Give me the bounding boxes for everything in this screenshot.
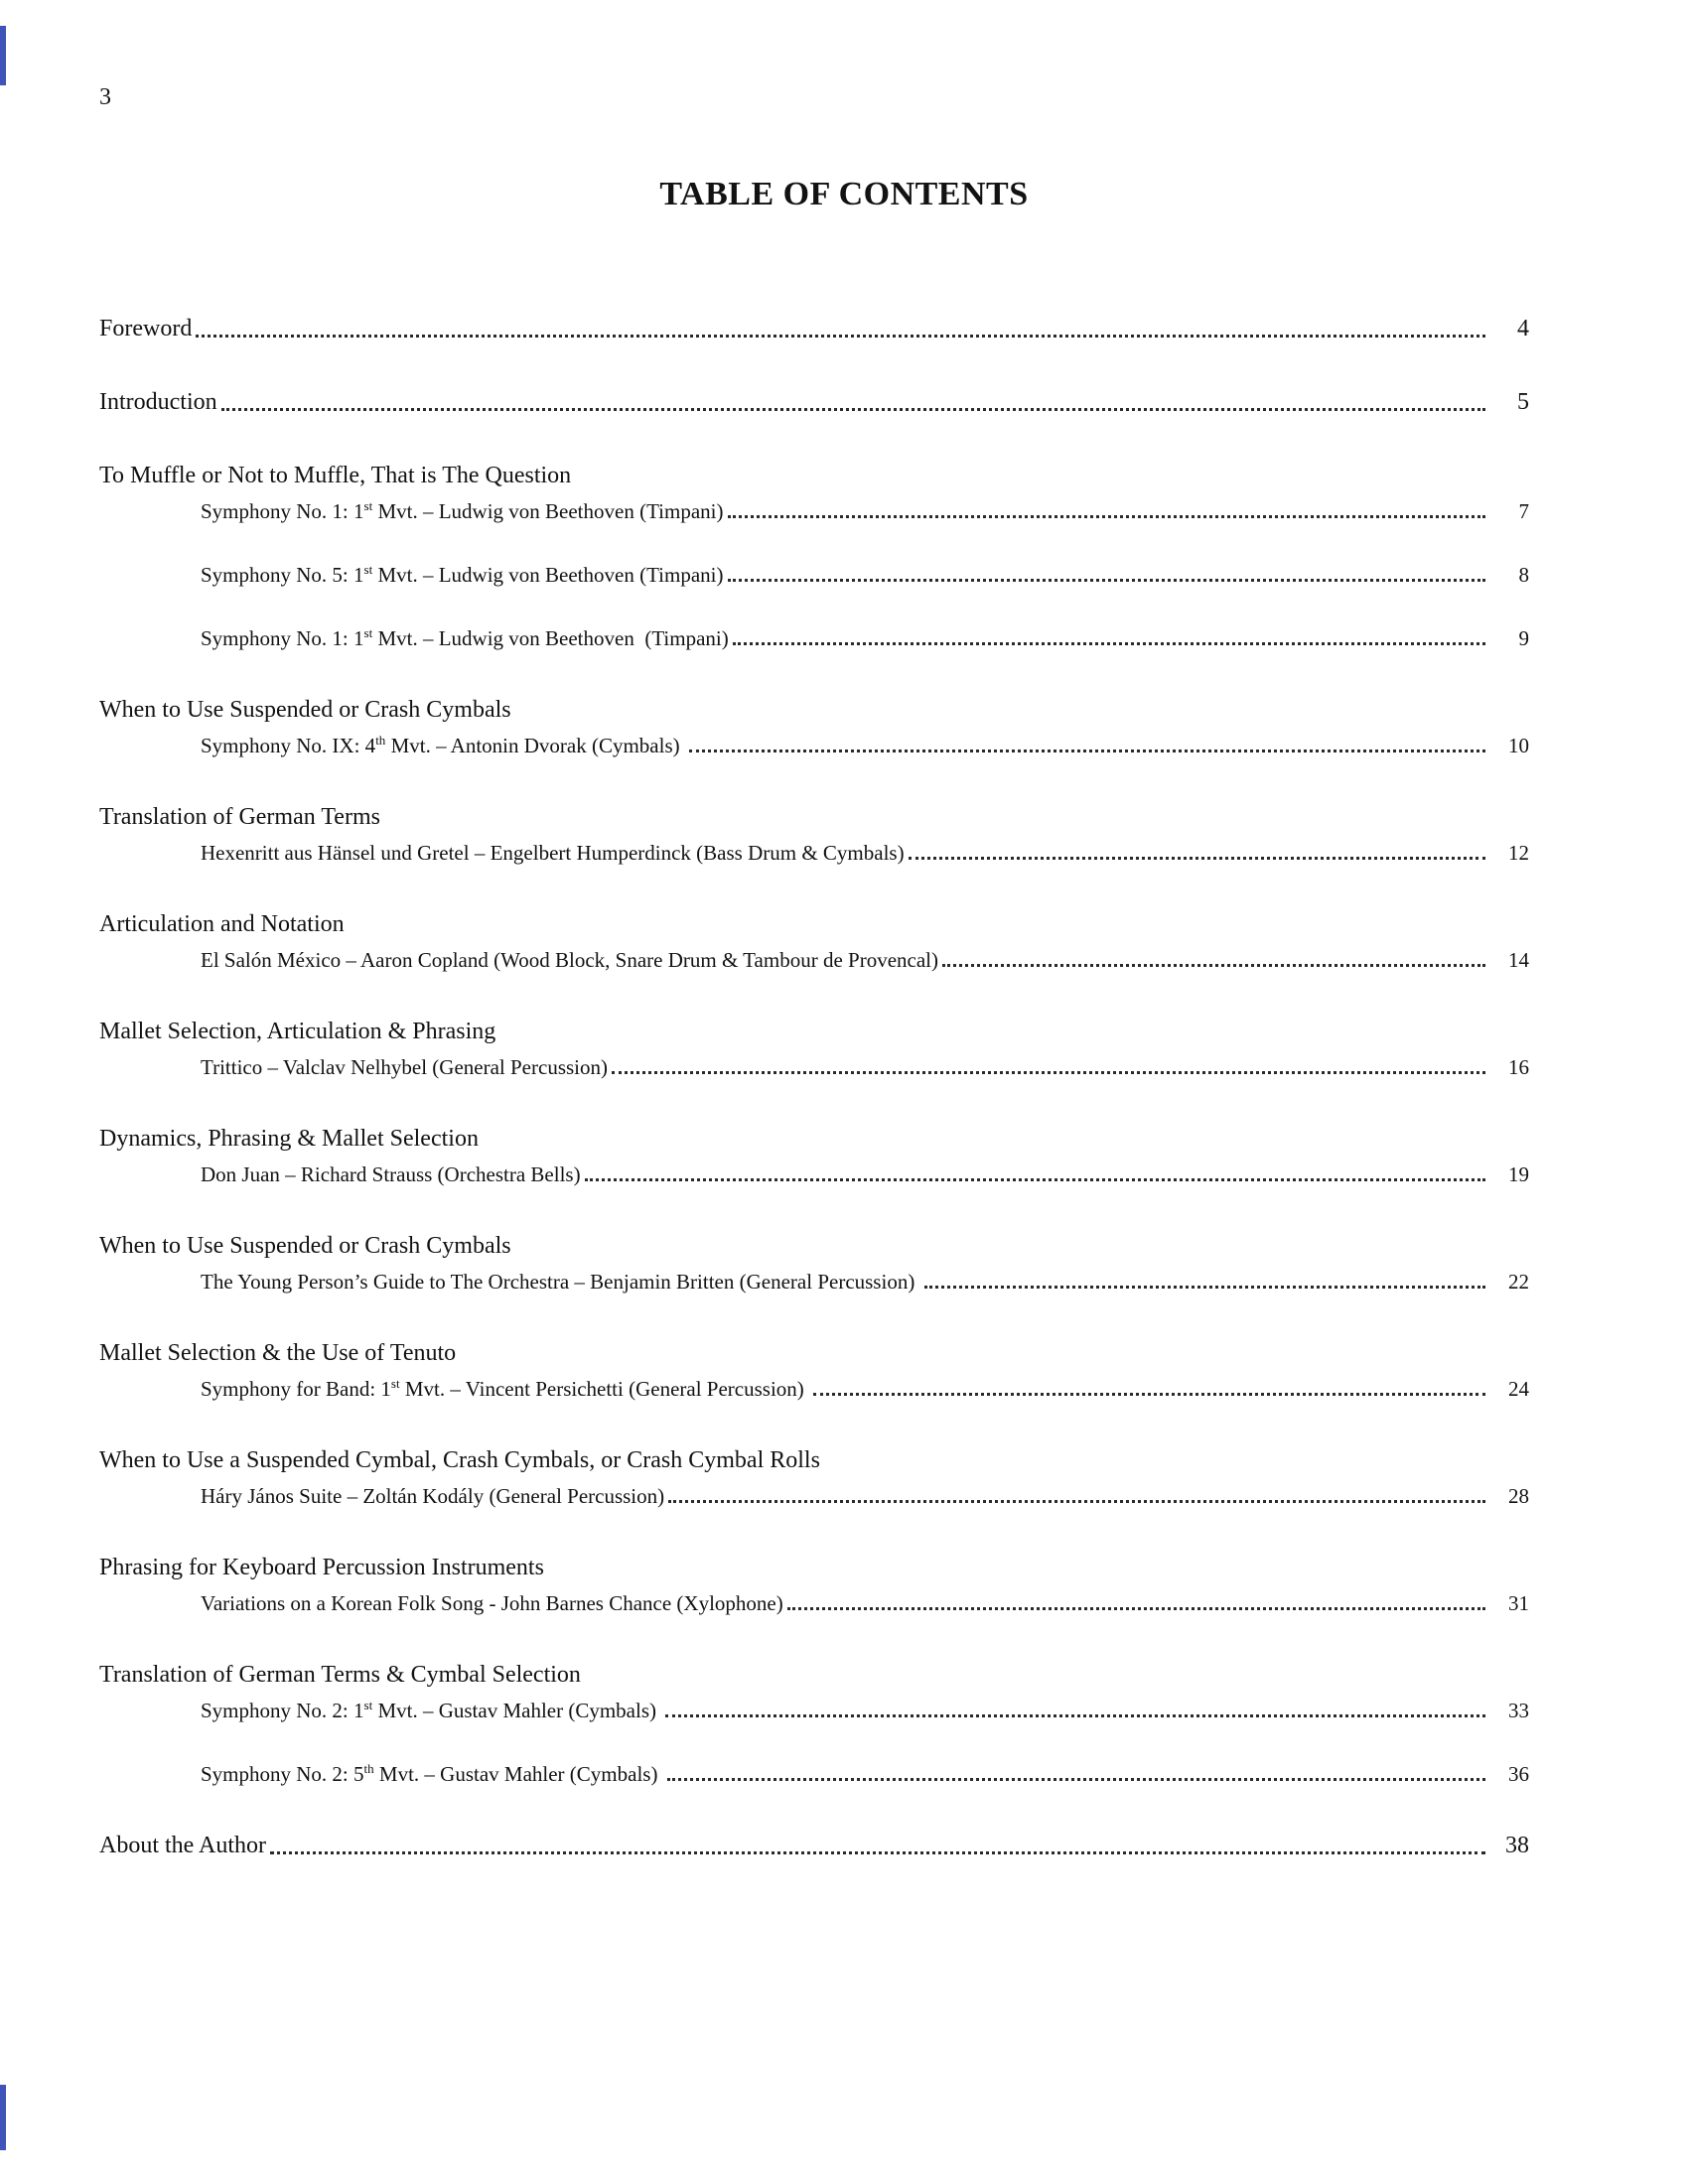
toc-section-heading bbox=[99, 802, 1529, 832]
entry-label bbox=[99, 1017, 495, 1046]
text-segment: Mallet Selection, Articulation & Phrasing bbox=[99, 1019, 496, 1044]
text-segment: To Muffle or Not to Muffle, That is The Question bbox=[99, 463, 572, 488]
entry-page-number: 9 bbox=[1518, 626, 1529, 650]
text-segment: Symphony No. 1: 1 bbox=[201, 626, 364, 650]
text-segment: Variations on a Korean Folk Song - John Barnes Chance (Xylophone) bbox=[201, 1591, 783, 1615]
toc-entry bbox=[99, 1831, 1529, 1860]
text-segment: Translation of German Terms bbox=[99, 804, 380, 830]
entry-label bbox=[99, 695, 511, 725]
dot-leader bbox=[612, 1071, 1485, 1074]
text-segment: Hexenritt aus Hänsel und Gretel – Engelbert Humperdinck (Bass Drum & Cymbals) bbox=[201, 841, 905, 865]
text-segment: Symphony No. 2: 1 bbox=[201, 1699, 364, 1722]
page-number-corner: 3 bbox=[99, 84, 111, 110]
entry-page-number: 16 bbox=[1508, 1055, 1529, 1079]
text-segment: Mvt. – Ludwig von Beethoven (Timpani) bbox=[372, 499, 724, 523]
text-segment: Mvt. – Ludwig von Beethoven (Timpani) bbox=[372, 563, 724, 587]
toc-subentry bbox=[99, 1376, 1529, 1402]
entry-page-number: 12 bbox=[1508, 841, 1529, 865]
entry-label bbox=[99, 314, 192, 343]
entry-page-number: 4 bbox=[1517, 316, 1529, 341]
text-segment: The Young Person’s Guide to The Orchestra – Benjamin Britten (General Percussion) bbox=[201, 1270, 920, 1294]
entry-label bbox=[201, 498, 724, 524]
dot-leader bbox=[667, 1778, 1485, 1781]
toc-section-heading bbox=[99, 461, 1529, 490]
entry-page-number: 8 bbox=[1518, 563, 1529, 587]
text-segment: Mvt. – Vincent Persichetti (General Percussion) bbox=[399, 1377, 810, 1401]
entry-label bbox=[201, 1376, 809, 1402]
entry-label bbox=[201, 1054, 608, 1080]
entry-page-number: 7 bbox=[1518, 499, 1529, 523]
toc-section-heading bbox=[99, 909, 1529, 939]
entry-label bbox=[201, 1269, 920, 1295]
entry-label bbox=[99, 1338, 456, 1368]
toc-subentry bbox=[99, 947, 1529, 973]
text-segment: Mallet Selection & the Use of Tenuto bbox=[99, 1340, 457, 1366]
entry-label bbox=[99, 909, 345, 939]
text-segment: When to Use a Suspended Cymbal, Crash Cymbals, or Crash Cymbal Rolls bbox=[99, 1447, 820, 1473]
text-segment: Symphony No. IX: 4 bbox=[201, 734, 376, 757]
entry-page-number: 28 bbox=[1508, 1484, 1529, 1508]
dot-leader bbox=[787, 1607, 1485, 1610]
toc-section-heading bbox=[99, 1660, 1529, 1690]
toc-subentry bbox=[99, 1269, 1529, 1295]
ordinal-superscript: st bbox=[363, 498, 373, 513]
dot-leader bbox=[665, 1714, 1485, 1717]
entry-page-number: 19 bbox=[1508, 1162, 1529, 1186]
entry-label bbox=[201, 625, 729, 651]
text-segment: Mvt. – Antonin Dvorak (Cymbals) bbox=[385, 734, 685, 757]
text-segment: Symphony No. 1: 1 bbox=[201, 499, 364, 523]
entry-label bbox=[201, 733, 685, 758]
toc-subentry bbox=[99, 498, 1529, 524]
toc-subentry bbox=[99, 1054, 1529, 1080]
text-segment: Don Juan – Richard Strauss (Orchestra Bells) bbox=[201, 1162, 581, 1186]
text-segment: Mvt. – Ludwig von Beethoven (Timpani) bbox=[372, 626, 729, 650]
dot-leader bbox=[733, 642, 1485, 645]
text-segment: Symphony No. 5: 1 bbox=[201, 563, 364, 587]
text-segment: Translation of German Terms & Cymbal Selection bbox=[99, 1662, 581, 1688]
entry-page-number: 36 bbox=[1508, 1762, 1529, 1786]
toc-entry bbox=[99, 387, 1529, 417]
entry-page-number: 31 bbox=[1508, 1591, 1529, 1615]
toc-subentry bbox=[99, 733, 1529, 758]
toc-section-heading bbox=[99, 695, 1529, 725]
ordinal-superscript: st bbox=[363, 625, 373, 640]
text-segment: About the Author bbox=[99, 1833, 266, 1858]
entry-page-number: 33 bbox=[1508, 1699, 1529, 1722]
dot-leader bbox=[942, 964, 1485, 967]
text-segment: Symphony for Band: 1 bbox=[201, 1377, 391, 1401]
entry-page-number: 14 bbox=[1508, 948, 1529, 972]
entry-label bbox=[99, 461, 571, 490]
entry-label bbox=[99, 387, 217, 417]
text-segment: Phrasing for Keyboard Percussion Instruments bbox=[99, 1555, 544, 1580]
toc-subentry bbox=[99, 1590, 1529, 1616]
dot-leader bbox=[909, 857, 1485, 860]
toc-list bbox=[99, 314, 1529, 1860]
text-segment: Articulation and Notation bbox=[99, 911, 345, 937]
entry-label bbox=[201, 947, 938, 973]
entry-label bbox=[201, 1761, 663, 1787]
entry-label bbox=[99, 1445, 820, 1475]
toc-subentry bbox=[99, 840, 1529, 866]
dot-leader bbox=[924, 1286, 1485, 1289]
toc-section-heading bbox=[99, 1124, 1529, 1154]
toc-subentry bbox=[99, 562, 1529, 588]
toc-subentry bbox=[99, 625, 1529, 651]
dot-leader bbox=[221, 408, 1485, 411]
entry-label bbox=[201, 562, 724, 588]
entry-page-number: 22 bbox=[1508, 1270, 1529, 1294]
toc-subentry bbox=[99, 1161, 1529, 1187]
entry-label bbox=[201, 840, 905, 866]
ordinal-superscript: th bbox=[375, 733, 386, 748]
entry-page-number: 5 bbox=[1517, 389, 1529, 415]
ordinal-superscript: st bbox=[390, 1376, 400, 1391]
toc-subentry bbox=[99, 1483, 1529, 1509]
entry-page-number: 10 bbox=[1508, 734, 1529, 757]
text-segment: El Salón México – Aaron Copland (Wood Block, Snare Drum & Tambour de Provencal) bbox=[201, 948, 938, 972]
toc-entry bbox=[99, 314, 1529, 343]
text-segment: Trittico – Valclav Nelhybel (General Percussion) bbox=[201, 1055, 608, 1079]
dot-leader bbox=[728, 515, 1486, 518]
toc-subentry bbox=[99, 1761, 1529, 1787]
text-segment: Dynamics, Phrasing & Mallet Selection bbox=[99, 1126, 479, 1152]
dot-leader bbox=[728, 579, 1486, 582]
entry-label bbox=[201, 1161, 581, 1187]
dot-leader bbox=[813, 1393, 1485, 1396]
entry-label bbox=[99, 1231, 511, 1261]
dot-leader bbox=[668, 1500, 1485, 1503]
entry-label bbox=[99, 1831, 266, 1860]
toc-section-heading bbox=[99, 1017, 1529, 1046]
scan-artifact-top-left bbox=[0, 26, 6, 85]
text-segment: Foreword bbox=[99, 316, 193, 341]
entry-label bbox=[201, 1483, 664, 1509]
dot-leader bbox=[585, 1178, 1485, 1181]
toc-section-heading bbox=[99, 1445, 1529, 1475]
entry-label bbox=[99, 802, 380, 832]
toc-section-heading bbox=[99, 1553, 1529, 1582]
ordinal-superscript: st bbox=[363, 562, 373, 577]
ordinal-superscript: st bbox=[363, 1698, 373, 1712]
text-segment: Mvt. – Gustav Mahler (Cymbals) bbox=[373, 1762, 663, 1786]
entry-label bbox=[201, 1698, 661, 1723]
toc-subentry bbox=[99, 1698, 1529, 1723]
text-segment: Introduction bbox=[99, 389, 217, 415]
dot-leader bbox=[689, 750, 1485, 752]
text-segment: Symphony No. 2: 5 bbox=[201, 1762, 364, 1786]
entry-label bbox=[201, 1590, 783, 1616]
ordinal-superscript: th bbox=[363, 1761, 374, 1776]
dot-leader bbox=[196, 335, 1485, 338]
entry-label bbox=[99, 1553, 544, 1582]
entry-label bbox=[99, 1660, 581, 1690]
text-segment: Háry János Suite – Zoltán Kodály (General Percussion) bbox=[201, 1484, 665, 1508]
text-segment: When to Use Suspended or Crash Cymbals bbox=[99, 697, 511, 723]
page-title: TABLE OF CONTENTS bbox=[659, 176, 1029, 212]
dot-leader bbox=[270, 1851, 1485, 1854]
scan-artifact-bottom-left bbox=[0, 2085, 6, 2150]
toc-section-heading bbox=[99, 1338, 1529, 1368]
text-segment: When to Use Suspended or Crash Cymbals bbox=[99, 1233, 511, 1259]
text-segment: Mvt. – Gustav Mahler (Cymbals) bbox=[372, 1699, 662, 1722]
entry-page-number: 38 bbox=[1505, 1833, 1529, 1858]
entry-label bbox=[99, 1124, 479, 1154]
toc-section-heading bbox=[99, 1231, 1529, 1261]
entry-page-number: 24 bbox=[1508, 1377, 1529, 1401]
